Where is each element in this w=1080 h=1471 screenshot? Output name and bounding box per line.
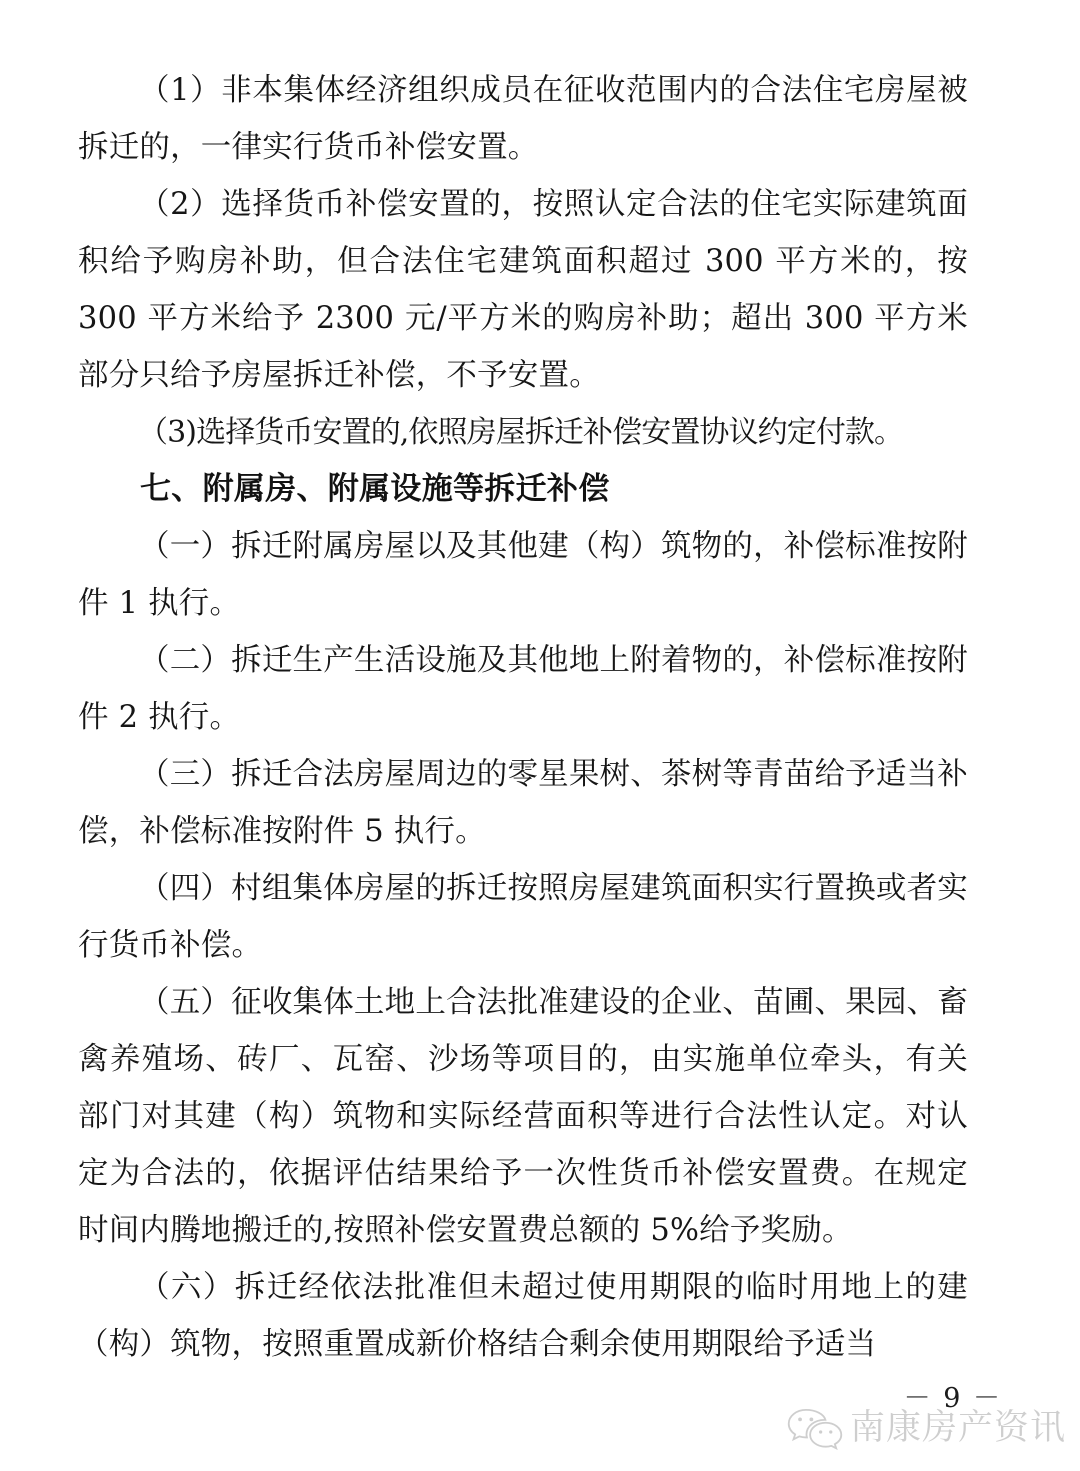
paragraph-item-yi: （一）拆迁附属房屋以及其他建（构）筑物的，补偿标准按附件 1 执行。 <box>78 529 968 621</box>
document-body <box>78 62 968 1373</box>
paragraph-item-san: （三）拆迁合法房屋周边的零星果树、茶树等青苗给予适当补偿，补偿标准按附件 5 执行。 <box>78 757 968 849</box>
paragraph-item-si: （四）村组集体房屋的拆迁按照房屋建筑面积实行置换或者实行货币补偿。 <box>78 871 968 963</box>
wechat-logo-icon <box>786 1406 844 1450</box>
watermark-text: 南康房产资讯 <box>849 1407 1066 1448</box>
paragraph-item-1: （1）非本集体经济组织成员在征收范围内的合法住宅房屋被拆迁的，一律实行货币补偿安置。 <box>78 73 968 165</box>
paragraph-item-3: （3)选择货币安置的,依照房屋拆迁补偿安置协议约定付款。 <box>138 415 904 450</box>
section-heading-seven: 七、附属房、附属设施等拆迁补偿 <box>140 471 610 507</box>
paragraph-item-wu: （五）征收集体土地上合法批准建设的企业、苗圃、果园、畜禽养殖场、砖厂、瓦窑、沙场等项目的，由实施单位牵头，有关部门对其建（构）筑物和实际经营面积等进行合法性认定。对认定为合法的，依据评估结果给予一次性货币补偿安置费。在规定时间内腾地搬迁的,按照补偿安置费总额的 5%给予奖励。 <box>78 985 968 1248</box>
watermark <box>786 1406 1066 1450</box>
paragraph-item-liu: （六）拆迁经依法批准但未超过使用期限的临时用地上的建（构）筑物，按照重置成新价格结合剩余使用期限给予适当 <box>78 1270 968 1362</box>
paragraph-item-er: （二）拆迁生产生活设施及其他地上附着物的，补偿标准按附件 2 执行。 <box>78 643 968 735</box>
paragraph-item-2: （2）选择货币补偿安置的，按照认定合法的住宅实际建筑面积给予购房补助，但合法住宅建筑面积超过 300 平方米的，按 300 平方米给予 2300 元/平方米的购房补助；超出 300 平方米部分只给予房屋拆迁补偿，不予安置。 <box>78 187 968 393</box>
page-number: － 9 － <box>903 1383 1002 1414</box>
page-footer <box>0 1376 1080 1471</box>
